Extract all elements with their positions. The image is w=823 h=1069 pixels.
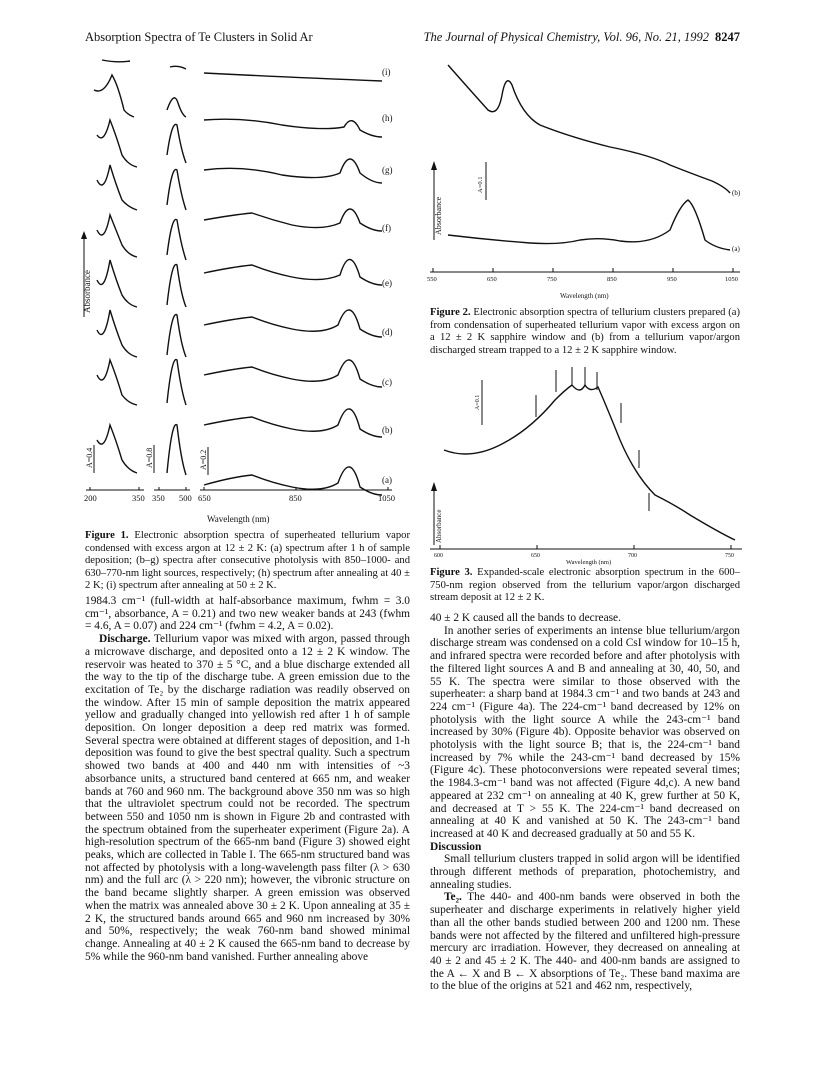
- fig3-y-axis-label: Absorbance: [435, 509, 443, 543]
- fig1-x-tick: 350: [152, 493, 165, 503]
- fig2-y-axis-label: Absorbance: [434, 196, 443, 235]
- fig1-trace-label: (g): [382, 165, 393, 175]
- fig1-nir-trace-e: [204, 259, 382, 285]
- fig1-vis-trace-i: [170, 66, 186, 69]
- caption-text: Expanded-scale electronic absorption spectrum in the 600–750-nm region observed from the tellurium vapor/argon discharged stream deposit at 12 ± 2 K.: [430, 567, 740, 604]
- right-text-column: [430, 612, 740, 993]
- fig3-x-tick: 700: [628, 553, 637, 559]
- section-run-in-heading: Te₂.: [444, 891, 462, 904]
- fig2-x-tick: 750: [547, 276, 557, 283]
- fig1-x-tick: 1050: [378, 493, 395, 503]
- fig1-uv-trace-e: [97, 215, 137, 257]
- fig2-x-tick: 850: [607, 276, 617, 283]
- fig1-vis-trace-a: [167, 425, 186, 475]
- fig1-nir-trace-c: [204, 360, 382, 387]
- fig2-scale-label: A=0.1: [477, 176, 484, 193]
- figure-3: [430, 365, 750, 565]
- section-heading: Discussion: [430, 840, 482, 853]
- caption-text: Electronic absorption spectra of superheated tellurium vapor condensed with excess argon at 12 ± 2 K: (a) spectrum after 1 h of sample deposition; (b–g) spectra after consecutive photolysis with 850–1000- and 630–770-nm light sources, respectively; (h) spectrum after annealing at 40 ± 2 K; (i) spectrum after annealing at 50 ± 2 K.: [85, 530, 410, 592]
- left-text-column: [85, 595, 410, 963]
- figure-2-caption: [430, 307, 740, 357]
- fig1-trace-label: (f): [382, 223, 391, 233]
- fig3-spectrum-trace: [444, 385, 735, 540]
- figure-2: [427, 55, 750, 305]
- fig1-vis-trace-c: [167, 315, 186, 358]
- fig1-vis-trace-e: [167, 219, 186, 260]
- fig1-scale-label: A=0.8: [145, 447, 154, 468]
- fig2-x-tick: 650: [487, 276, 497, 283]
- fig2-x-tick: 550: [427, 276, 437, 283]
- fig1-nir-trace-b: [204, 409, 382, 437]
- fig2-x-tick: 950: [667, 276, 677, 283]
- fig1-vis-trace-d: [167, 265, 186, 308]
- fig1-nir-trace-h: [204, 119, 382, 137]
- fig1-uv-trace-g: [97, 120, 137, 167]
- section-run-in-heading: Discharge.: [99, 633, 151, 646]
- fig1-x-tick: 850: [289, 493, 302, 503]
- fig1-uv-trace-d: [97, 260, 137, 307]
- fig1-nir-trace-i: [204, 73, 382, 81]
- figure-1-caption: [85, 530, 410, 593]
- paragraph: 1984.3 cm⁻¹ (full-width at half-absorbance maximum, fwhm = 3.0 cm⁻¹, absorbance, A = 0.21) and two new weaker bands at 243 (fwhm = 4.6, A = 0.07) and 224 cm⁻¹ (fwhm = 4.2, A = 0.02).: [85, 595, 410, 633]
- fig1-uv-trace-f: [97, 165, 137, 210]
- fig1-vis-trace-f: [167, 169, 186, 210]
- fig3-x-tick: 600: [434, 553, 443, 559]
- caption-text: Electronic absorption spectra of tellurium clusters prepared (a) from condensation of superheated tellurium vapor with excess argon on a 12 ± 2 K sapphire window and (b) from a tellurium vapor/argon discharged stream trapped to a 12 ± 2 K sapphire window.: [430, 307, 740, 356]
- fig3-scale-label: A=0.1: [475, 394, 481, 410]
- fig1-uv-trace-b: [97, 360, 137, 405]
- paragraph-text: The 440- and 400-nm bands were observed in both the superheater and discharge experiments in relatively higher yield than all the other bands studied between 200 and 1200 nm. These bands were not affected by the filtered and unfiltered high-pressure mercury arc irradiation. However, they decreased on annealing at 40 ± 2 and 45 ± 2 K. The 440- and 400-nm bands are assigned to the A ← X and B ← X absorptions of Te₂. These band maxima are to the blue of the origins at 521 and 462 nm, respectively,: [430, 891, 740, 993]
- page-number: 8247: [715, 30, 740, 44]
- fig1-nir-trace-g: [204, 159, 382, 183]
- fig1-trace-label: (a): [382, 475, 392, 485]
- paragraph: Small tellurium clusters trapped in solid argon will be identified through different methods of preparation, photochemistry, and annealing studies.: [430, 853, 740, 891]
- fig1-vis-trace-h: [167, 98, 186, 117]
- fig1-trace-label: (h): [382, 113, 393, 123]
- fig1-uv-trace-i: [102, 60, 130, 62]
- figure-3-caption: [430, 567, 740, 605]
- fig1-uv-trace-c: [97, 310, 137, 357]
- fig1-trace-label: (e): [382, 278, 392, 288]
- fig3-x-axis-label: Wavelength (nm): [566, 559, 612, 566]
- fig3-x-tick: 650: [531, 553, 540, 559]
- fig1-x-tick: 500: [179, 493, 192, 503]
- journal-citation: The Journal of Physical Chemistry, Vol. 96, No. 21, 1992: [423, 30, 709, 44]
- fig1-x-axis-label: Wavelength (nm): [207, 514, 270, 524]
- fig3-x-tick: 750: [725, 553, 734, 559]
- fig1-nir-trace-f: [204, 209, 382, 231]
- fig1-scale-label: A=0.2: [199, 449, 208, 470]
- running-header-right: [410, 30, 740, 45]
- fig1-trace-label: (i): [382, 67, 391, 77]
- fig1-vis-trace-g: [167, 124, 186, 163]
- caption-title: Figure 1.: [85, 530, 129, 541]
- fig1-uv-trace-h: [94, 75, 134, 117]
- caption-title: Figure 2.: [430, 307, 471, 318]
- paragraph: [430, 891, 740, 993]
- fig1-x-tick: 650: [198, 493, 211, 503]
- paragraph: In another series of experiments an intense blue tellurium/argon discharge stream was condensed on a cold CsI window for 10–15 h, and infrared spectra were recorded before and after photolysis with the filtered light sources A and B and annealing at 30, 40, 50, and 55 K. The spectra were similar to those observed with the superheater: a sharp band at 1984.3 cm⁻¹ and two bands at 243 and 224 cm⁻¹ (Figure 4a). The 224-cm⁻¹ band decreased by 12% on photolysis with the light source A while the 243-cm⁻¹ band increased by 30% (Figure 4b). Opposite behavior was observed on photolysis with the light source B; that is, the 224-cm⁻¹ band increased by 7% while the 243-cm⁻¹ band decreased by 15% (Figure 4c). These photoconversions were repeated several times; the 1984.3-cm⁻¹ band was not affected (Figure 4d,c). A new band appeared at 232 cm⁻¹ on annealing at 40 K, grew further at 50 K, and decreased at T > 55 K. The 224-cm⁻¹ band decreased on annealing at 40 K and vanished at 50 K. The 243-cm⁻¹ band increased at 40 K and decreased gradually at 50 and 55 K.: [430, 624, 740, 840]
- fig1-y-axis-label: Absorbance: [82, 270, 92, 313]
- fig1-trace-label: (d): [382, 327, 393, 337]
- paragraph-text: Tellurium vapor was mixed with argon, passed through a microwave discharge, and deposited onto a 12 ± 2 K window. The reservoir was heated to 370 ± 5 °C, and a blue discharge extended all the way to the tip of the discharge tube. A green emission due to the excitation of Te₂ by the discharge radiation was readily observed on the window. After 15 min of sample deposition the matrix appeared yellow and gradually changed into yellowish red after 1 h of sample deposition. On longer deposition a deep red matrix was formed. Several spectra were obtained at different stages of deposition, and 1-h deposition was found to give the best spectral quality. Such a spectrum showed two bands at 400 and 440 nm with intensities of ~3 absorbance units, a structured band centered at 665 nm, and weaker bands at 760 and 960 nm. The background above 350 nm was so high that the ultraviolet spectrum could not be recorded. The spectrum between 550 and 1050 nm is shown in Figure 2b and contrasted with the spectrum obtained from the superheater experiment (Figure 2a). A high-resolution spectrum of the 665-nm band (Figure 3) showed eight peaks, which are collected in Table I. The 665-nm structured band was not affected by photolysis with a long-wavelength pass filter (λ > 630 nm) and the full arc (λ > 220 nm); however, the vibronic structure on the band became slightly sharper. A green emission was observed when the matrix was annealed above 30 ± 2 K. Upon annealing at 35 ± 2 K, the structured bands around 665 and 960 nm increased by 30% and 50%, respectively; the weak 760-nm band showed minimal change. Annealing at 40 ± 2 K caused the 665-nm band to decrease by 5% while the 960-nm band vanished. Further annealing above: [85, 633, 410, 963]
- fig1-nir-trace-a: [204, 467, 382, 495]
- fig1-scale-label: A=0.4: [85, 447, 94, 468]
- fig2-x-axis-label: Wavelength (nm): [560, 292, 609, 300]
- figure-1: [82, 55, 412, 530]
- fig2-trace-a: [448, 200, 730, 250]
- paragraph: 40 ± 2 K caused all the bands to decrease.: [430, 612, 621, 624]
- running-header-left: Absorption Spectra of Te Clusters in Solid Ar: [85, 30, 313, 44]
- fig1-nir-trace-d: [204, 310, 382, 337]
- caption-title: Figure 3.: [430, 567, 473, 578]
- fig1-trace-label: (c): [382, 377, 392, 387]
- fig1-x-tick: 200: [84, 493, 97, 503]
- fig2-trace-label: (b): [732, 189, 741, 197]
- fig2-trace-label: (a): [732, 245, 740, 253]
- paragraph: [85, 633, 410, 963]
- fig1-x-tick: 350: [132, 493, 145, 503]
- fig1-vis-trace-b: [167, 360, 186, 405]
- fig2-x-tick: 1050: [725, 276, 738, 283]
- fig2-trace-b: [448, 65, 730, 193]
- fig1-trace-label: (b): [382, 425, 393, 435]
- fig1-uv-trace-a: [97, 425, 137, 473]
